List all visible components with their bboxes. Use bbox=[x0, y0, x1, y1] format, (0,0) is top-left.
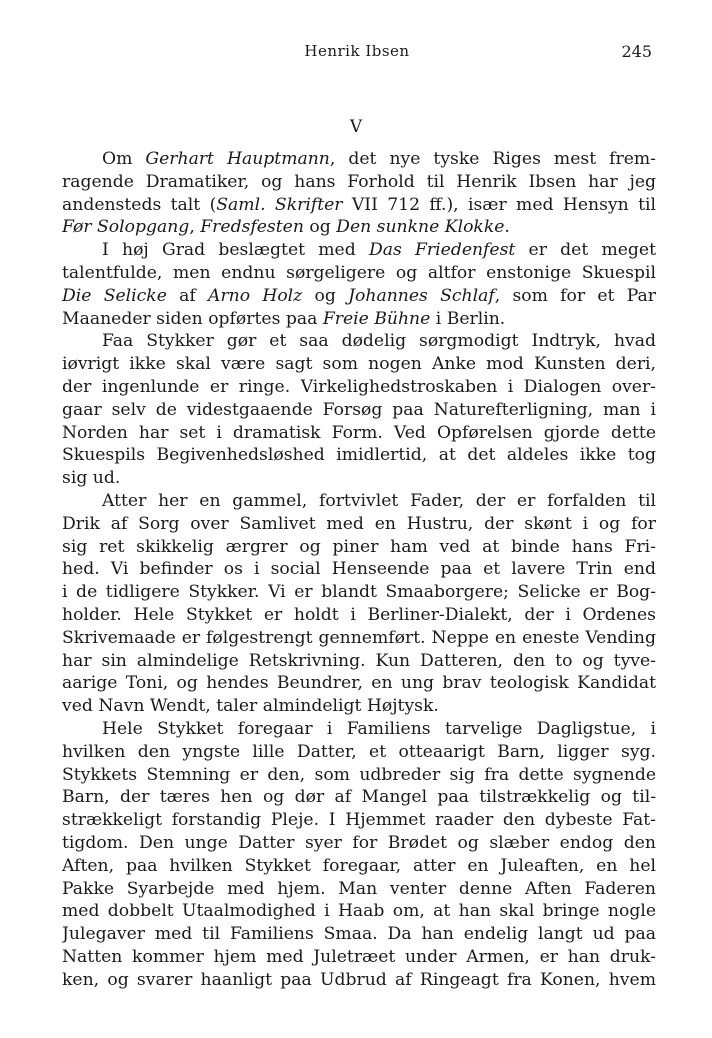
text-line bbox=[62, 536, 656, 559]
text-line bbox=[62, 878, 656, 901]
text-run: Natten kommer hjem med Juletræet under Armen, er han druk- bbox=[62, 946, 656, 967]
text-line bbox=[62, 581, 656, 604]
text-line bbox=[62, 444, 656, 467]
text-run: Pakke Syarbejde med hjem. Man venter denne Aften Faderen bbox=[62, 878, 656, 899]
text-line bbox=[62, 422, 656, 445]
text-run: og bbox=[303, 217, 337, 238]
text-run: aarige Toni, og hendes Beundrer, en ung brav teologisk Kandidat bbox=[62, 673, 656, 694]
text-line bbox=[62, 148, 656, 171]
text-run: Skuespils Begivenhedsløshed imidlertid, at det aldeles ikke tog bbox=[62, 445, 656, 466]
text-line bbox=[62, 695, 656, 718]
text-run: ken, og svarer haanligt paa Udbrud af Ringeagt fra Konen, hvem bbox=[62, 969, 656, 990]
text-run: andensteds talt ( bbox=[62, 194, 217, 215]
text-run: I høj Grad beslægtet med bbox=[102, 240, 369, 261]
text-line bbox=[62, 604, 656, 627]
text-run: Barn, der tæres hen og dør af Mangel paa tilstrækkelig og til- bbox=[62, 787, 656, 808]
body-text bbox=[62, 148, 656, 991]
text-run: der ingenlunde er ringe. Virkelighedstroskaben i Dialogen over- bbox=[62, 376, 656, 397]
text-line bbox=[62, 467, 656, 490]
text-run: , som for et Par bbox=[494, 285, 656, 306]
text-run: Skrivemaade er følgestrengt gennemført. Neppe en eneste Vending bbox=[62, 627, 656, 648]
text-run: strækkeligt forstandig Pleje. I Hjemmet raader den dybeste Fat- bbox=[62, 810, 656, 831]
text-line bbox=[62, 216, 656, 239]
italic-title: Fredsfesten bbox=[200, 217, 304, 238]
text-line bbox=[62, 285, 656, 308]
text-run: holder. Hele Stykket er holdt i Berliner-Dialekt, der i Ordenes bbox=[62, 604, 656, 625]
text-run: Julegaver med til Familiens Smaa. Da han endelig langt ud paa bbox=[62, 924, 656, 945]
italic-title: Gerhart Hauptmann bbox=[145, 149, 330, 169]
text-run: Aften, paa hvilken Stykket foregaar, atter en Juleaften, en hel bbox=[62, 855, 656, 876]
text-run: med dobbelt Utaalmodighed i Haab om, at han skal bringe nogle bbox=[62, 901, 656, 922]
text-run: VII 712 ff.), især med Hensyn til bbox=[342, 194, 656, 215]
text-run: Maaneder siden opførtes paa bbox=[62, 308, 323, 329]
text-line bbox=[62, 376, 656, 399]
text-run: ved Navn Wendt, taler almindeligt Højtysk. bbox=[62, 696, 439, 717]
text-run: Norden har set i dramatisk Form. Ved Opførelsen gjorde dette bbox=[62, 422, 656, 443]
text-line bbox=[62, 558, 656, 581]
text-line bbox=[62, 627, 656, 650]
text-run: gaar selv de videstgaaende Forsøg paa Naturefterligning, man i bbox=[62, 399, 656, 420]
text-run: tigdom. Den unge Datter syer for Brødet og slæber endog den bbox=[62, 832, 656, 853]
text-line bbox=[62, 353, 656, 376]
text-run: , det nye tyske Riges mest frem- bbox=[329, 149, 656, 169]
page-header bbox=[62, 42, 652, 66]
italic-title: Den sunkne Klokke bbox=[336, 217, 505, 238]
text-run: hed. Vi befinder os i social Henseende paa et lavere Trin end bbox=[62, 559, 656, 580]
text-line bbox=[62, 262, 656, 285]
text-line bbox=[62, 923, 656, 946]
text-line bbox=[62, 855, 656, 878]
text-line bbox=[62, 513, 656, 536]
text-run: talentfulde, men endnu sørgeligere og altfor enstonige Skuespil bbox=[62, 262, 656, 283]
italic-title: Arno Holz bbox=[208, 285, 303, 306]
text-run: Faa Stykker gør et saa dødelig sørgmodigt Indtryk, hvad bbox=[102, 331, 656, 352]
text-run: og bbox=[302, 285, 349, 306]
text-run: hvilken den yngste lille Datter, et otteaarigt Barn, ligger syg. bbox=[62, 741, 656, 762]
text-run: iøvrigt ikke skal være sagt som nogen Anke mod Kunsten deri, bbox=[62, 354, 656, 375]
text-line bbox=[62, 741, 656, 764]
text-line bbox=[62, 171, 656, 194]
text-run: er det meget bbox=[515, 240, 656, 261]
text-line bbox=[62, 308, 656, 331]
italic-title: Før Solopgang bbox=[62, 217, 190, 238]
text-run: har sin almindelige Retskrivning. Kun Datteren, den to og tyve- bbox=[62, 650, 656, 671]
text-run: sig ret skikkelig ærgrer og piner ham ved at binde hans Fri- bbox=[62, 536, 656, 557]
text-line bbox=[62, 832, 656, 855]
text-run: Hele Stykket foregaar i Familiens tarvelige Dagligstue, i bbox=[102, 718, 656, 739]
text-line bbox=[62, 650, 656, 673]
text-run: Drik af Sorg over Samlivet med en Hustru, der skønt i og for bbox=[62, 513, 656, 534]
text-run: . bbox=[504, 217, 510, 238]
text-run: Stykkets Stemning er den, som udbreder sig fra dette sygnende bbox=[62, 764, 656, 785]
text-run: af bbox=[166, 285, 209, 306]
text-run: ragende Dramatiker, og hans Forhold til Henrik Ibsen har jeg bbox=[62, 171, 656, 192]
text-line bbox=[62, 194, 656, 217]
text-line bbox=[62, 239, 656, 262]
text-line bbox=[62, 946, 656, 969]
italic-title: Das Friedenfest bbox=[368, 240, 516, 261]
text-line bbox=[62, 490, 656, 513]
text-run: , bbox=[189, 217, 201, 238]
text-run: i Berlin. bbox=[430, 308, 506, 329]
page-number: 245 bbox=[621, 42, 652, 61]
text-line bbox=[62, 900, 656, 923]
text-line bbox=[62, 672, 656, 695]
text-line bbox=[62, 969, 656, 992]
text-line bbox=[62, 399, 656, 422]
text-run: i de tidligere Stykker. Vi er blandt Smaaborgere; Selicke er Bog- bbox=[62, 582, 656, 603]
text-line bbox=[62, 330, 656, 353]
italic-title: Johannes Schlaf bbox=[348, 285, 495, 306]
italic-title: Saml. Skrifter bbox=[216, 194, 343, 215]
text-line bbox=[62, 786, 656, 809]
text-line bbox=[62, 809, 656, 832]
italic-title: Die Selicke bbox=[62, 285, 167, 306]
section-numeral: V bbox=[349, 117, 363, 137]
running-title: Henrik Ibsen bbox=[304, 42, 410, 60]
text-run: sig ud. bbox=[62, 468, 121, 489]
text-run: Atter her en gammel, fortvivlet Fader, der er forfalden til bbox=[102, 490, 656, 511]
text-run: Om bbox=[102, 149, 146, 169]
text-line bbox=[62, 764, 656, 787]
italic-title: Freie Bühne bbox=[322, 308, 431, 329]
text-line bbox=[62, 718, 656, 741]
